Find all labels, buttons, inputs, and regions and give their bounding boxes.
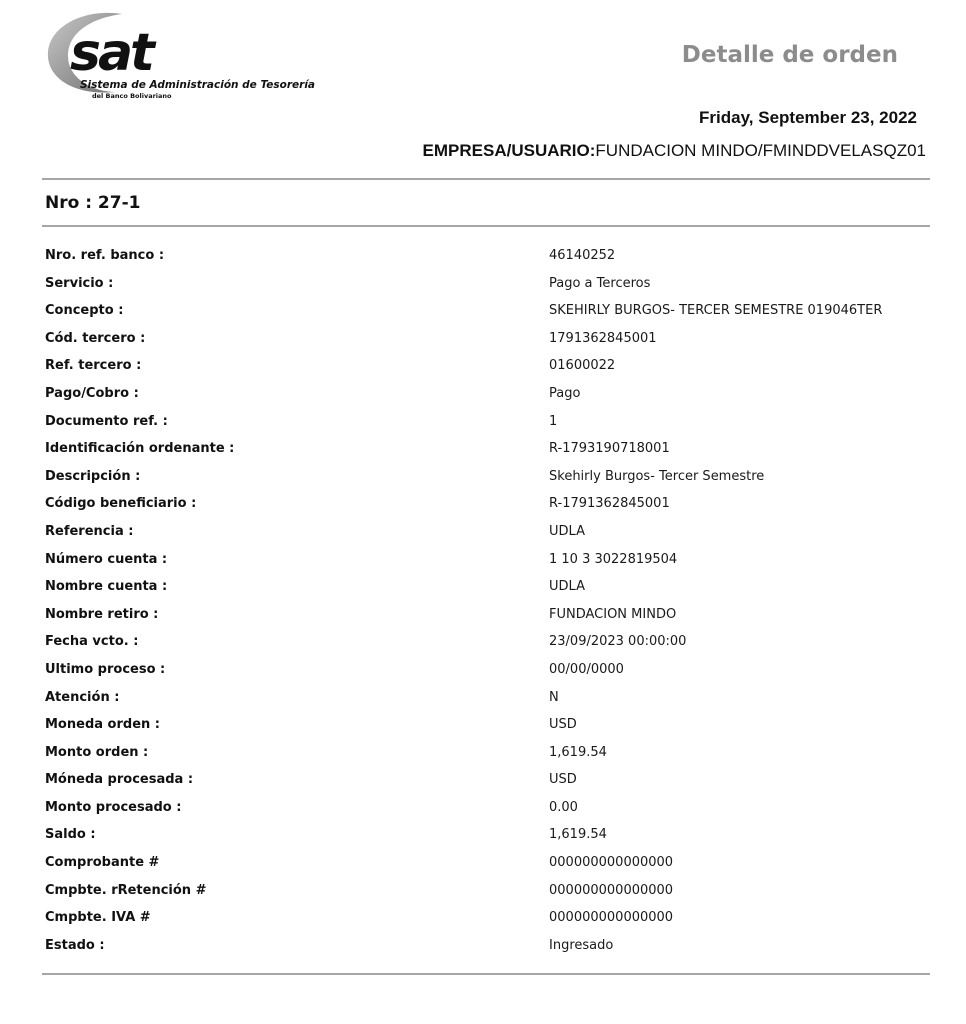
logo-mark: sat (70, 23, 152, 83)
field-label: Atención : (45, 689, 120, 705)
detail-row (45, 743, 925, 771)
field-label: Referencia : (45, 523, 134, 539)
detail-row (45, 274, 925, 302)
detail-row (45, 577, 925, 605)
field-value: USD (549, 772, 577, 788)
field-label: Nro. ref. banco : (45, 248, 165, 263)
field-value: 1791362845001 (549, 330, 657, 346)
order-number: Nro : 27-1 (45, 193, 141, 213)
detail-row (45, 770, 925, 798)
field-value: Skehirly Burgos- Tercer Semestre (549, 468, 765, 484)
detail-row (45, 467, 925, 495)
detail-row (45, 550, 925, 578)
detail-row (45, 494, 925, 522)
detail-row (45, 825, 925, 853)
document-date: Friday, September 23, 2022 (699, 108, 917, 127)
field-label: Número cuenta : (45, 551, 168, 567)
company-user-label: EMPRESA/USUARIO: (422, 141, 596, 160)
field-label: Cmpbte. rRetención # (45, 882, 207, 898)
detail-row (45, 384, 925, 412)
field-value: Ingresado (549, 937, 614, 953)
field-label: Móneda procesada : (45, 772, 194, 788)
sat-logo (44, 8, 334, 103)
field-label: Documento ref. : (45, 413, 168, 429)
detail-row (45, 439, 925, 467)
field-value: 00/00/0000 (549, 661, 624, 677)
field-value: 1,619.54 (549, 744, 607, 760)
field-value: USD (549, 717, 577, 733)
field-value: 46140252 (549, 248, 616, 263)
field-label: Moneda orden : (45, 717, 160, 733)
field-label: Fecha vcto. : (45, 634, 139, 650)
field-value: 23/09/2023 00:00:00 (549, 634, 687, 650)
detail-row (45, 522, 925, 550)
company-user-line (423, 141, 926, 161)
field-label: Ref. tercero : (45, 358, 142, 374)
logo-line1: Sistema de Administración de Tesorería (80, 79, 316, 91)
field-label: Nombre retiro : (45, 606, 159, 622)
detail-row (45, 715, 925, 743)
detail-row (45, 908, 925, 936)
logo-line2: del Banco Bolivariano (92, 92, 172, 100)
field-value: 000000000000000 (549, 910, 674, 926)
detail-row (45, 660, 925, 688)
order-details (45, 246, 925, 963)
detail-row (45, 936, 925, 964)
company-user-value: FUNDACION MINDO/FMINDDVELASQZ01 (595, 141, 926, 160)
detail-row (45, 853, 925, 881)
field-value: 1 10 3 3022819504 (549, 551, 678, 567)
field-label: Identificación ordenante : (45, 441, 235, 457)
field-label: Monto orden : (45, 744, 149, 760)
field-value: 1 (549, 413, 558, 429)
field-label: Nombre cuenta : (45, 579, 168, 595)
field-value: 0.00 (549, 799, 578, 815)
detail-row (45, 688, 925, 716)
detail-row (45, 412, 925, 440)
field-value: FUNDACION MINDO (549, 606, 677, 622)
field-label: Servicio : (45, 275, 114, 291)
detail-row (45, 246, 925, 274)
field-value: SKEHIRLY BURGOS- TERCER SEMESTRE 019046TER (549, 303, 883, 319)
field-value: UDLA (549, 523, 585, 539)
field-value: Pago (549, 385, 581, 401)
field-label: Monto procesado : (45, 799, 182, 815)
field-label: Código beneficiario : (45, 496, 197, 512)
field-label: Descripción : (45, 468, 141, 484)
detail-row (45, 798, 925, 826)
field-value: 01600022 (549, 358, 616, 374)
field-label: Cód. tercero : (45, 330, 146, 346)
field-value: R-1791362845001 (549, 496, 670, 512)
order-divider (42, 225, 930, 227)
field-value: 000000000000000 (549, 855, 674, 871)
footer-divider (42, 973, 930, 975)
field-value: N (549, 689, 559, 705)
field-label: Estado : (45, 937, 105, 953)
field-label: Concepto : (45, 303, 124, 319)
field-value: UDLA (549, 579, 585, 595)
field-value: 000000000000000 (549, 882, 674, 898)
document-title: Detalle de orden (681, 42, 898, 68)
field-label: Comprobante # (45, 855, 160, 871)
detail-row (45, 632, 925, 660)
field-label: Saldo : (45, 827, 96, 843)
field-value: 1,619.54 (549, 827, 607, 843)
field-label: Pago/Cobro : (45, 385, 139, 401)
detail-row (45, 301, 925, 329)
header-divider (42, 178, 930, 180)
detail-row (45, 329, 925, 357)
detail-row (45, 881, 925, 909)
field-label: Cmpbte. IVA # (45, 910, 151, 926)
field-value: R-1793190718001 (549, 441, 670, 457)
detail-row (45, 605, 925, 633)
detail-row (45, 356, 925, 384)
field-label: Ultimo proceso : (45, 661, 166, 677)
field-value: Pago a Terceros (549, 275, 651, 291)
